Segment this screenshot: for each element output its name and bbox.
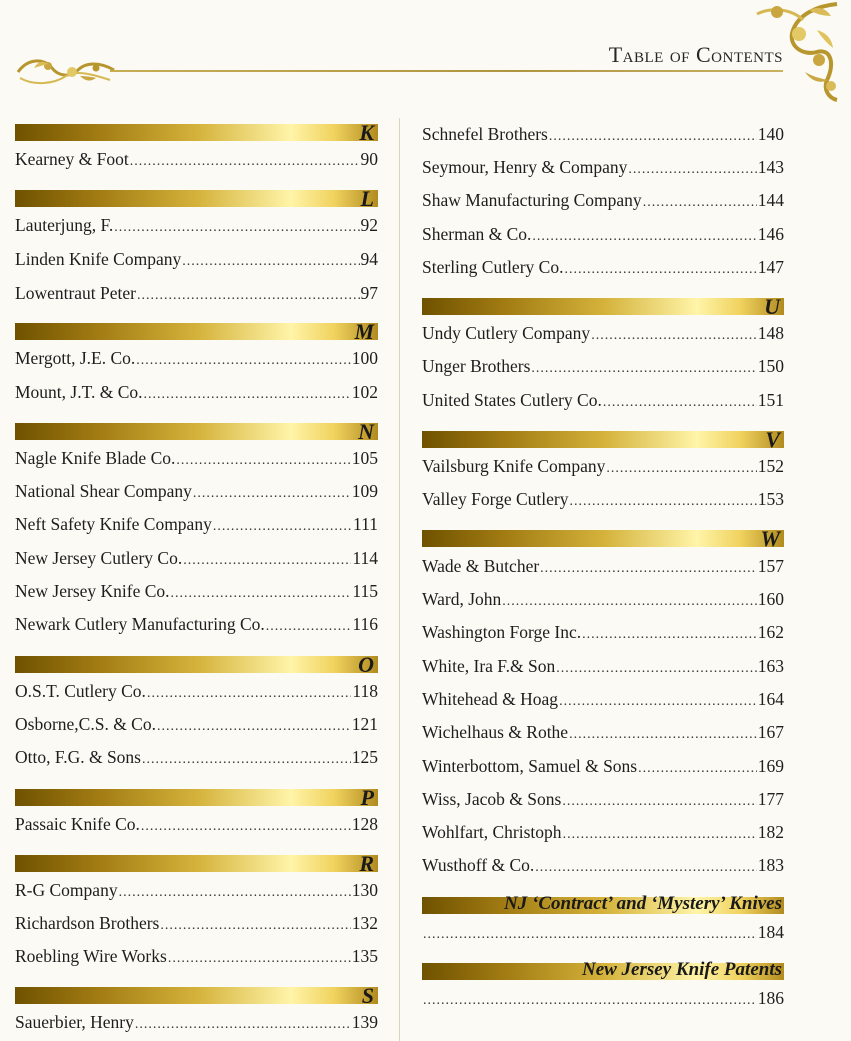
page-number: 128 <box>351 814 378 834</box>
section-letter: V <box>765 427 780 452</box>
page-number: 144 <box>757 190 784 210</box>
page-number: 114 <box>352 548 378 568</box>
entry-name: Linden Knife Company <box>15 249 182 269</box>
dot-leader <box>176 449 350 473</box>
toc-entry[interactable] <box>15 512 378 536</box>
entry-name: New Jersey Knife Co. <box>15 581 170 601</box>
entry-name: Ward, John <box>422 589 502 609</box>
page-number: 118 <box>352 681 378 701</box>
page-title: Table of Contents <box>608 42 783 67</box>
toc-entry[interactable] <box>422 853 784 877</box>
entry-name: Wusthoff & Co. <box>422 855 535 875</box>
dot-leader <box>423 923 757 947</box>
entry-name: Neft Safety Knife Company <box>15 514 212 534</box>
dot-leader <box>564 258 756 282</box>
toc-entry[interactable] <box>422 255 784 279</box>
dot-leader <box>638 757 757 781</box>
entry-name: Valley Forge Cutlery <box>422 489 569 509</box>
toc-entry[interactable] <box>422 554 784 578</box>
page-number: 100 <box>351 348 378 368</box>
dot-leader <box>531 357 756 381</box>
section-letter: P <box>360 785 374 810</box>
section-header-v <box>422 427 784 452</box>
page-number: 164 <box>757 689 784 709</box>
entry-name: Winterbottom, Samuel & Sons <box>422 756 638 776</box>
toc-entry[interactable] <box>422 122 784 146</box>
section-letter: U <box>764 294 780 319</box>
toc-entry[interactable] <box>422 388 784 412</box>
page-number: 169 <box>757 756 784 776</box>
toc-entry[interactable] <box>422 188 784 212</box>
page-number: 121 <box>351 714 378 734</box>
page-number: 115 <box>352 581 378 601</box>
dot-leader <box>193 482 351 506</box>
page-number: 150 <box>757 356 784 376</box>
dot-leader <box>603 391 757 415</box>
section-header-new-jersey-knife-patents <box>422 959 784 980</box>
section-letter: K <box>359 120 374 145</box>
dot-leader <box>563 823 757 847</box>
page-number: 148 <box>757 323 784 343</box>
page-number: 184 <box>757 922 784 942</box>
page-number: 94 <box>360 249 378 269</box>
section-letter: S <box>361 983 374 1008</box>
page-number: 135 <box>351 946 378 966</box>
section-letter: W <box>760 526 780 551</box>
toc-entry[interactable] <box>15 612 378 636</box>
toc-entry[interactable] <box>422 920 784 944</box>
page-number: 160 <box>757 589 784 609</box>
dot-leader <box>137 284 360 308</box>
toc-entry[interactable] <box>15 346 378 370</box>
dot-leader <box>628 158 756 182</box>
page-number: 125 <box>351 747 378 767</box>
page-number: 111 <box>353 514 378 534</box>
toc-entry[interactable] <box>422 754 784 778</box>
entry-name: Wichelhaus & Rothe <box>422 722 569 742</box>
entry-name: Newark Cutlery Manufacturing Co. <box>15 614 265 634</box>
toc-entry[interactable] <box>422 487 784 511</box>
dot-leader <box>643 191 757 215</box>
section-header-o <box>15 652 378 677</box>
entry-name: Mergott, J.E. Co. <box>15 348 136 368</box>
section-letter: N <box>358 419 374 444</box>
entry-name: Whitehead & Hoag <box>422 689 559 709</box>
dot-leader <box>182 250 359 274</box>
dot-leader <box>168 947 351 971</box>
section-header-nj-contract-mystery-knives <box>422 893 784 914</box>
entry-name: Roebling Wire Works <box>15 946 167 966</box>
dot-leader <box>423 989 757 1013</box>
toc-entry[interactable] <box>15 944 378 968</box>
page-number: 183 <box>757 855 784 875</box>
page-number: 143 <box>757 157 784 177</box>
entry-name: Lauterjung, F. <box>15 215 114 235</box>
entry-name: Shaw Manufacturing Company <box>422 190 642 210</box>
dot-leader <box>540 557 757 581</box>
entry-name: Schnefel Brothers <box>422 124 548 144</box>
toc-entry[interactable] <box>15 745 378 769</box>
page-number: 105 <box>351 448 378 468</box>
dot-leader <box>535 856 757 880</box>
toc-entry[interactable] <box>15 380 378 404</box>
dot-leader <box>606 457 756 481</box>
page-number: 140 <box>757 124 784 144</box>
page-number: 109 <box>351 481 378 501</box>
page-number: 167 <box>757 722 784 742</box>
dot-leader <box>502 590 756 614</box>
page-number: 146 <box>757 224 784 244</box>
toc-entry[interactable] <box>422 720 784 744</box>
section-header-p <box>15 785 378 810</box>
section-header-s <box>15 983 378 1008</box>
section-header-w <box>422 526 784 551</box>
page-number: 102 <box>351 382 378 402</box>
page-number: 139 <box>351 1012 378 1032</box>
toc-entry[interactable] <box>422 687 784 711</box>
toc-entry[interactable] <box>15 579 378 603</box>
toc-entry[interactable] <box>422 654 784 678</box>
toc-entry[interactable] <box>15 911 378 935</box>
dot-leader <box>147 682 351 706</box>
entry-name: Kearney & Foot <box>15 149 129 169</box>
entry-name: Sherman & Co. <box>422 224 532 244</box>
dot-leader <box>130 150 360 174</box>
page-number: 182 <box>757 822 784 842</box>
dot-leader <box>532 225 756 249</box>
dot-leader <box>135 1013 351 1037</box>
dot-leader <box>569 490 756 514</box>
toc-entry[interactable] <box>422 155 784 179</box>
page-number: 97 <box>360 283 378 303</box>
entry-name: Nagle Knife Blade Co. <box>15 448 176 468</box>
section-letter: R <box>359 851 374 876</box>
toc-entry[interactable] <box>15 679 378 703</box>
gold-flourish-ornament-left <box>14 50 122 92</box>
entry-name: Otto, F.G. & Sons <box>15 747 141 767</box>
entry-name: Wohlfart, Christoph <box>422 822 562 842</box>
entry-name: Unger Brothers <box>422 356 531 376</box>
toc-entry[interactable] <box>422 787 784 811</box>
section-letter: L <box>360 186 374 211</box>
entry-name: Vailsburg Knife Company <box>422 456 606 476</box>
column-divider <box>399 118 400 1041</box>
entry-name: Richardson Brothers <box>15 913 160 933</box>
section-header-m <box>15 319 378 344</box>
dot-leader <box>556 657 757 681</box>
dot-leader <box>114 216 359 240</box>
dot-leader <box>213 515 352 539</box>
page-number: 132 <box>351 913 378 933</box>
entry-name: Lowentraut Peter <box>15 283 136 303</box>
page-number: 92 <box>360 215 378 235</box>
page-number: 163 <box>757 656 784 676</box>
entry-name: National Shear Company <box>15 481 192 501</box>
page-number: 162 <box>757 622 784 642</box>
toc-entry[interactable] <box>15 712 378 736</box>
toc-entry[interactable] <box>15 812 378 836</box>
section-header-r <box>15 851 378 876</box>
section-header-k <box>15 120 378 145</box>
toc-entry[interactable] <box>15 546 378 570</box>
entry-name: United States Cutlery Co. <box>422 390 602 410</box>
toc-entry[interactable] <box>15 147 378 171</box>
dot-leader <box>582 623 757 647</box>
toc-entry[interactable] <box>422 222 784 246</box>
entry-name: Passaic Knife Co. <box>15 814 140 834</box>
toc-entry[interactable] <box>422 820 784 844</box>
dot-leader <box>183 549 351 573</box>
toc-entry[interactable] <box>422 321 784 345</box>
page-number: 186 <box>757 988 784 1008</box>
dot-leader <box>157 715 351 739</box>
dot-leader <box>562 790 756 814</box>
page-number: 116 <box>352 614 378 634</box>
entry-name: O.S.T. Cutlery Co. <box>15 681 146 701</box>
toc-entry[interactable] <box>15 446 378 470</box>
dot-leader <box>142 748 351 772</box>
dot-leader <box>144 383 351 407</box>
entry-name: Undy Cutlery Company <box>422 323 591 343</box>
toc-entry[interactable] <box>15 479 378 503</box>
page-number: 153 <box>757 489 784 509</box>
section-title: NJ ‘Contract’ and ‘Mystery’ Knives <box>504 893 782 914</box>
dot-leader <box>141 815 351 839</box>
entry-name: Osborne,C.S. & Co. <box>15 714 156 734</box>
dot-leader <box>559 690 757 714</box>
toc-entry[interactable] <box>15 1010 378 1034</box>
page-number: 157 <box>757 556 784 576</box>
page-number: 90 <box>360 149 378 169</box>
section-letter: O <box>358 652 374 677</box>
section-header-u <box>422 294 784 319</box>
dot-leader <box>266 615 352 639</box>
entry-name: R-G Company <box>15 880 118 900</box>
toc-entry[interactable] <box>15 878 378 902</box>
entry-name: Sterling Cutlery Co. <box>422 257 564 277</box>
toc-entry[interactable] <box>15 281 378 305</box>
toc-entry[interactable] <box>422 454 784 478</box>
entry-name: Seymour, Henry & Company <box>422 157 628 177</box>
toc-entry[interactable] <box>422 587 784 611</box>
entry-name: New Jersey Cutlery Co. <box>15 548 183 568</box>
header-rule <box>110 70 783 72</box>
dot-leader <box>171 582 352 606</box>
entry-name: Wade & Butcher <box>422 556 540 576</box>
page-number: 177 <box>757 789 784 809</box>
section-letter: M <box>354 319 374 344</box>
page-number: 130 <box>351 880 378 900</box>
entry-name: White, Ira F.& Son <box>422 656 556 676</box>
page-number: 152 <box>757 456 784 476</box>
page-number: 147 <box>757 257 784 277</box>
toc-entry[interactable] <box>15 247 378 271</box>
section-header-n <box>15 419 378 444</box>
entry-name: Washington Forge Inc. <box>422 622 582 642</box>
entry-name: Sauerbier, Henry <box>15 1012 134 1032</box>
section-title: New Jersey Knife Patents <box>581 959 782 980</box>
entry-name: Mount, J.T. & Co. <box>15 382 143 402</box>
toc-entry[interactable] <box>15 213 378 237</box>
dot-leader <box>119 881 351 905</box>
dot-leader <box>136 349 351 373</box>
toc-entry[interactable] <box>422 620 784 644</box>
toc-entry[interactable] <box>422 354 784 378</box>
section-header-l <box>15 186 378 211</box>
entry-name: Wiss, Jacob & Sons <box>422 789 562 809</box>
dot-leader <box>160 914 350 938</box>
dot-leader <box>549 125 757 149</box>
dot-leader <box>591 324 757 348</box>
dot-leader <box>569 723 757 747</box>
page-number: 151 <box>757 390 784 410</box>
toc-entry[interactable] <box>422 986 784 1010</box>
